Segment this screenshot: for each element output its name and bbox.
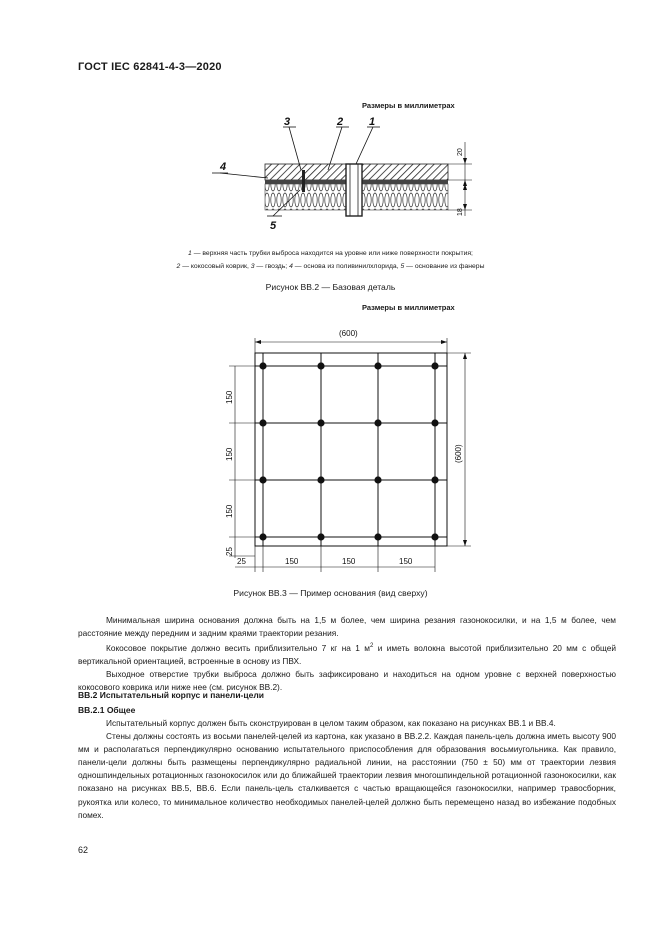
discharge-tube [346, 164, 362, 216]
dim-bottom-18: 18 [457, 208, 464, 216]
nail-dot [317, 533, 324, 540]
nail-dot [431, 476, 438, 483]
section-heading: ВВ.2 Испытательный корпус и панели-цели [78, 690, 264, 700]
nail-dot [374, 533, 381, 540]
dim-bottom-25: 25 [237, 557, 246, 566]
callout-1: 1 [369, 116, 376, 128]
figure-caption-bb3: Рисунок ВВ.3 — Пример основания (вид сверху) [233, 588, 428, 598]
dim-bottom-150-3: 150 [399, 557, 413, 566]
units-label: Размеры в миллиметрах [362, 101, 455, 110]
paragraph: Выходное отверстие трубки выброса должно быть зафиксировано и находиться на одном уровне с верхней поверхностью кокосового коврика или ниже нее (см. рисунок ВВ.2). [78, 669, 616, 693]
dim-bottom-150-1: 150 [285, 557, 299, 566]
dim-left-150-3: 150 [225, 504, 234, 518]
nail [302, 170, 305, 192]
subsection-heading: ВВ.2.1 Общее [78, 705, 136, 715]
dim-top-600: (600) [339, 329, 358, 338]
nail-dot [431, 362, 438, 369]
units-label: Размеры в миллиметрах [362, 303, 455, 312]
dim-top-20: 20 [457, 148, 464, 156]
dim-left-150-2: 150 [225, 447, 234, 461]
callout-5: 5 [270, 220, 277, 232]
nail-dot [431, 533, 438, 540]
document-header: ГОСТ IEC 62841-4-3—2020 [78, 61, 222, 73]
figure-legend: 1 — верхняя часть трубки выброса находится на уровне или ниже поверхности покрытия; 2 — кокосовый коврик, 3 — гвоздь; 4 — основа из поливинилхлорида, 5 — основание из фанеры [176, 250, 485, 270]
nail-grid [259, 362, 438, 540]
page-number: 62 [78, 845, 89, 855]
paragraph: Стены должны состоять из восьми панелей-целей из картона, как указано в ВВ.2.2. Каждая панель-цель должна иметь высоту 900 мм и располагаться перпендикулярно основанию испытательного приспособления для образования восьмиугольника. Как правило, панели-цели должны быть размещены перпендикулярно радиальной линии, на расстоянии (750 ± 50) мм от траектории лезвия одношпиндельных ротационных газонокосилок или до ближайшей траектории лезвия многошпиндельной ротационной газонокосилки, как показано на рисунках ВВ.5, ВВ.6. Если панель-цель сталкивается с частью вращающейся газонокосилки, например травосборник, рукоятка или колесо, то минимальное количество необходимых панелей-целей должно быть перемещено назад во избежание подобных помех. [78, 731, 616, 820]
figure-caption-bb2: Рисунок ВВ.2 — Базовая деталь [265, 282, 396, 292]
nail-dot [374, 419, 381, 426]
callout-4: 4 [220, 161, 227, 173]
paragraph: Минимальная ширина основания должна быть на 1,5 м более, чем ширина резания газонокосилки, и на 1,5 м более, чем расстояние между передним и задним краями траектории резания. [78, 615, 616, 639]
nail-dot [317, 476, 324, 483]
dim-right-600: (600) [454, 444, 463, 463]
figure-base-top-view [215, 318, 475, 578]
nail-dot [374, 362, 381, 369]
dim-bottom-150-2: 150 [342, 557, 356, 566]
figure-base-detail [210, 112, 490, 237]
nail-dot [317, 362, 324, 369]
body-paragraphs-2 [78, 717, 616, 822]
nail-dot [317, 419, 324, 426]
callout-3: 3 [284, 116, 291, 128]
nail-dot [431, 419, 438, 426]
body-paragraphs-1 [78, 614, 616, 694]
callout-2: 2 [337, 116, 344, 128]
base-outline [255, 353, 447, 546]
dim-left-150-1: 150 [225, 390, 234, 404]
dim-left-25: 25 [225, 547, 234, 556]
paragraph: Испытательный корпус должен быть сконструирован в целом таким образом, как показано на рисунках ВВ.1 и ВВ.4. [106, 718, 556, 728]
paragraph: Кокосовое покрытие должно весить приблизительно 7 кг на 1 $м^2$ и иметь волокна высотой приблизительно 20 мм с общей вертикальной ориентацией, встроенные в основу из ПВХ. [78, 642, 616, 667]
nail-dot [374, 476, 381, 483]
